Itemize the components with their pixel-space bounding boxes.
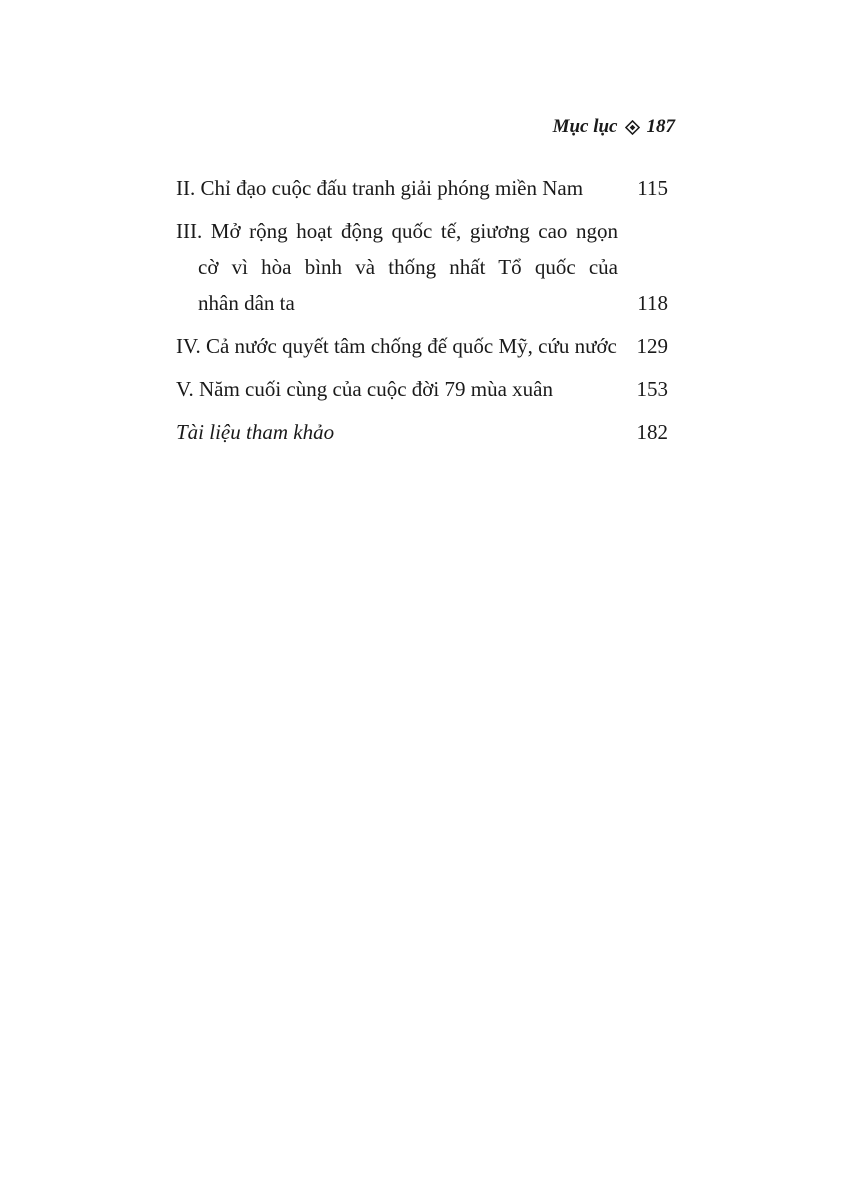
toc-entry-page: 182 bbox=[636, 420, 668, 444]
toc-entry-label-line: nhân dân ta bbox=[198, 291, 295, 315]
toc-entry[interactable] bbox=[176, 414, 668, 450]
toc-entry-label-line: III. Mở rộng hoạt động quốc tế, giương cao ngọn bbox=[176, 219, 618, 243]
toc-entry-label: Tài liệu tham khảo bbox=[176, 420, 335, 444]
running-header bbox=[553, 116, 675, 138]
toc-entry-page: 129 bbox=[636, 334, 668, 358]
header-page-number: 187 bbox=[646, 116, 675, 137]
toc-entry-label bbox=[176, 213, 618, 321]
toc-entry-label-line: cờ vì hòa bình và thống nhất Tổ quốc của bbox=[198, 255, 618, 279]
toc-entry[interactable] bbox=[176, 170, 668, 206]
toc-entry-page: 115 bbox=[637, 176, 668, 200]
header-title: Mục lục bbox=[552, 116, 618, 137]
toc-entry-label: II. Chỉ đạo cuộc đấu tranh giải phóng miền Nam bbox=[176, 176, 584, 200]
toc-entry-label: V. Năm cuối cùng của cuộc đời 79 mùa xuân bbox=[176, 377, 553, 401]
toc-entry[interactable] bbox=[176, 371, 668, 407]
table-of-contents bbox=[176, 170, 668, 457]
diamond-ornament-icon bbox=[625, 120, 640, 135]
toc-entry-label: IV. Cả nước quyết tâm chống đế quốc Mỹ, cứu nước bbox=[176, 334, 617, 358]
toc-entry-page: 118 bbox=[637, 291, 668, 315]
toc-entry[interactable] bbox=[176, 213, 668, 321]
toc-entry-page: 153 bbox=[636, 377, 668, 401]
toc-entry[interactable] bbox=[176, 328, 668, 364]
